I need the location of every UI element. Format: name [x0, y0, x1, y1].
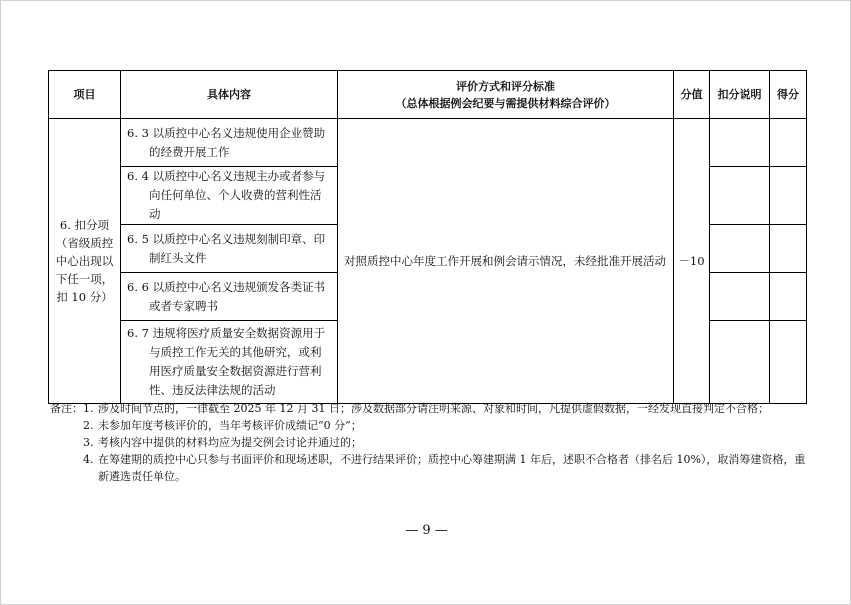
notes-prefix: 备注： — [50, 402, 83, 415]
content-cell-6-7 — [121, 321, 338, 404]
note-item — [50, 417, 810, 434]
section-label: 6. 扣分项（省级质控中心出现以下任一项，扣 10 分） — [49, 119, 121, 404]
header-deduction-note: 扣分说明 — [710, 71, 770, 119]
page-number: — 9 — — [405, 523, 448, 538]
content-text: 6. 3 以质控中心名义违规使用企业赞助的经费开展工作 — [127, 125, 326, 159]
header-points: 分值 — [674, 71, 710, 119]
deduction-note-cell[interactable] — [710, 225, 770, 273]
header-method — [338, 71, 674, 119]
note-number: 2. — [83, 419, 94, 432]
content-cell-6-5 — [121, 225, 338, 273]
score-cell[interactable] — [770, 273, 807, 321]
content-text: 6. 4 以质控中心名义违规主办或者参与向任何单位、个人收费的营利性活动 — [127, 169, 326, 221]
table-row — [49, 119, 807, 167]
deduction-note-cell[interactable] — [710, 321, 770, 404]
note-item — [50, 451, 810, 485]
content-text: 6. 7 违规将医疗质量安全数据资源用于与质控工作无关的其他研究，或利用医疗质量安全数据资源进行营利性、违反法律法规的活动 — [127, 326, 326, 397]
header-method-title: 评价方式和评分标准 — [456, 79, 555, 93]
content-text: 6. 5 以质控中心名义违规刻制印章、印制红头文件 — [127, 231, 326, 265]
note-item — [50, 434, 810, 451]
content-text: 6. 6 以质控中心名义违规颁发各类证书或者专家聘书 — [127, 279, 326, 313]
score-cell[interactable] — [770, 119, 807, 167]
note-number: 1. — [83, 402, 94, 415]
content-cell-6-6 — [121, 273, 338, 321]
note-number: 4. — [83, 453, 94, 466]
note-number: 3. — [83, 436, 94, 449]
score-cell[interactable] — [770, 225, 807, 273]
note-text: 在筹建期的质控中心只参与书面评价和现场述职，不进行结果评价；质控中心筹建期满 1 年后，述职不合格者（排名后 10%），取消筹建资格，重新遴选责任单位。 — [98, 453, 806, 483]
content-cell-6-3 — [121, 119, 338, 167]
header-item: 项目 — [49, 71, 121, 119]
note-item — [50, 400, 810, 417]
note-text: 涉及时间节点的，一律截至 2025 年 12 月 31 日；涉及数据部分请注明来源、对象和时间，凡提供虚假数据，一经发现直接判定不合格； — [98, 402, 769, 415]
note-text: 未参加年度考核评价的，当年考核评价成绩记“0 分”； — [98, 419, 362, 432]
notes-section — [50, 400, 810, 485]
scoring-table — [48, 70, 807, 404]
deduction-note-cell[interactable] — [710, 119, 770, 167]
method-cell: 对照质控中心年度工作开展和例会请示情况，未经批准开展活动 — [338, 119, 674, 404]
table-header-row — [49, 71, 807, 119]
deduction-note-cell[interactable] — [710, 273, 770, 321]
note-text: 考核内容中提供的材料均应为提交例会讨论并通过的； — [98, 436, 362, 449]
header-score: 得分 — [770, 71, 807, 119]
points-cell: －10 — [674, 119, 710, 404]
notes-indent — [50, 434, 83, 451]
header-content: 具体内容 — [121, 71, 338, 119]
score-cell[interactable] — [770, 321, 807, 404]
notes-indent — [50, 451, 83, 485]
header-method-subtitle: （总体根据例会纪要与需提供材料综合评价） — [395, 96, 616, 110]
score-cell[interactable] — [770, 167, 807, 225]
deduction-note-cell[interactable] — [710, 167, 770, 225]
content-cell-6-4 — [121, 167, 338, 225]
notes-indent — [50, 417, 83, 434]
